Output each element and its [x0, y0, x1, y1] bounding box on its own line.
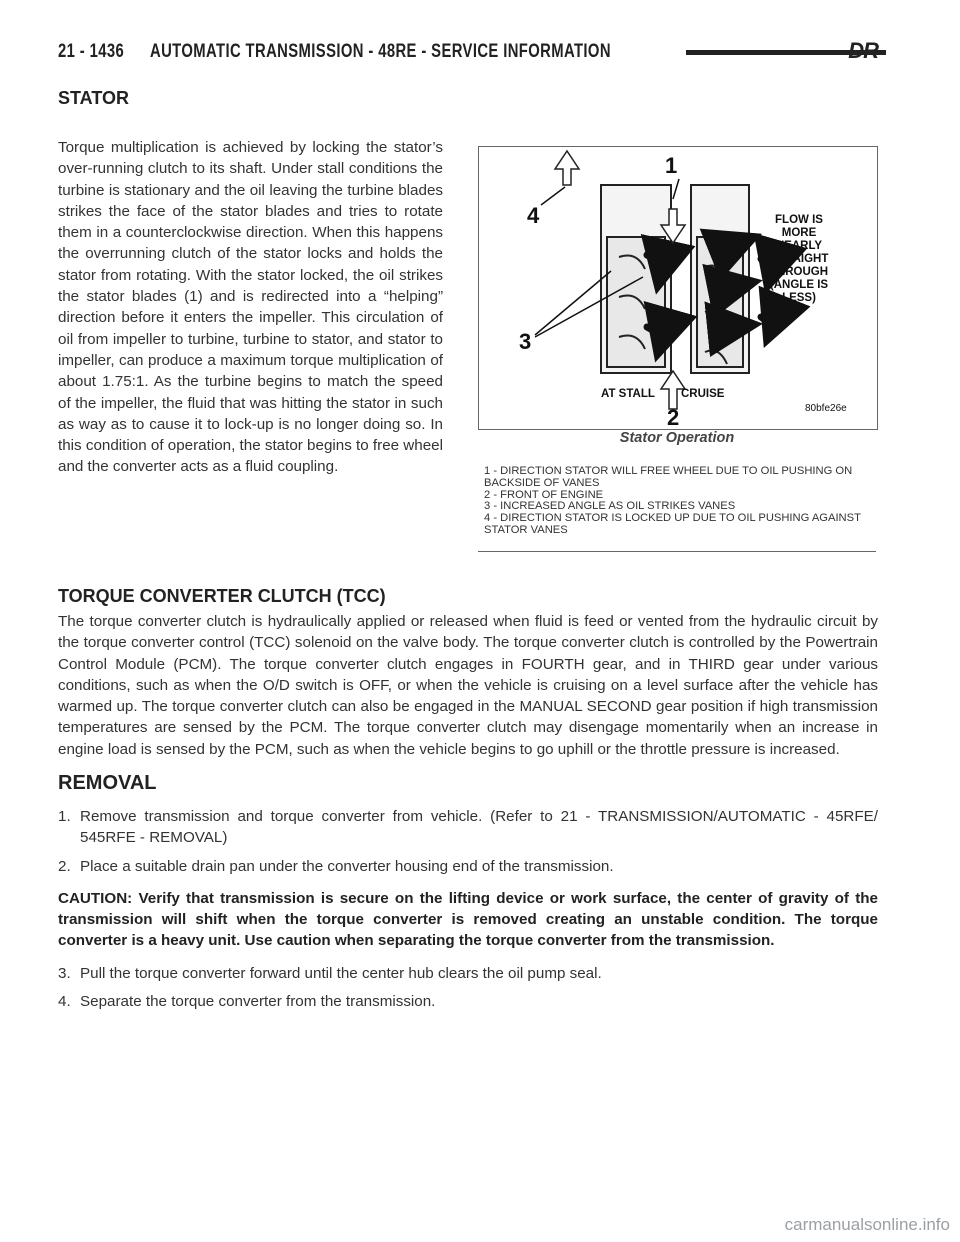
callout-3: 3	[519, 329, 532, 354]
step-text: Separate the torque converter from the transmission.	[80, 993, 436, 1011]
step-number: 2.	[58, 857, 71, 875]
step-text: Place a suitable drain pan under the converter housing end of the transmission.	[80, 857, 614, 875]
page-header	[58, 38, 878, 66]
locked-up-arrow	[555, 151, 579, 185]
step-1	[58, 806, 878, 849]
step-3	[58, 963, 878, 984]
flow-line-3: NEARLY	[775, 240, 823, 252]
legend-rule	[478, 551, 876, 552]
stator-body: Torque multiplication is achieved by locking the stator’s over-running clutch to its shaft. Under stall conditions the turbine is stationary and the oil leaving the turbine blades strikes the face of the stator blades and tries to rotate them in a counterclockwise direction. When this happens the overrunning clutch of the stator locks and holds the stator from rotating. With the stator locked, the oil strikes the stator blades (1) and is redirected into a “helping” direction before it enters the impeller. This circulation of oil from impeller to turbine, turbine to stator, and stator to impeller, can produce a maximum torque multiplication of about 1.75:1. As the turbine begins to match the speed of the impeller, the fluid that was hitting the stator in such as way as to cause it to lock-up is no longer doing so. In this condition of operation, the stator begins to free wheel and the converter acts as a fluid coupling.	[58, 139, 443, 476]
flow-line-7: LESS)	[782, 292, 816, 304]
page-number: 21 - 1436	[58, 41, 125, 62]
figure-id: 80bfe26e	[805, 403, 847, 414]
tcc-heading: TORQUE CONVERTER CLUTCH (TCC)	[58, 586, 386, 606]
removal-heading: REMOVAL	[58, 772, 157, 794]
at-stall-label: AT STALL	[601, 388, 655, 400]
step-text: Remove transmission and torque converter from vehicle. (Refer to 21 - TRANSMISSION/AUTOMATIC - 45RFE/ 545RFE - REMOVAL)	[80, 808, 878, 847]
step-text: Pull the torque converter forward until the center hub clears the oil pump seal.	[80, 964, 602, 982]
legend-item: 2 - FRONT OF ENGINE	[484, 488, 604, 501]
stator-operation-figure	[478, 146, 878, 430]
tcc-body: The torque converter clutch is hydraulically applied or released when fluid is feed or vented from the hydraulic circuit by the torque converter control (TCC) solenoid on the valve body. The torque converter clutch is controlled by the Powertrain Control Module (PCM). The torque converter clutch engages in FOURTH gear, and in THIRD gear under various conditions, such as when the O/D switch is OFF, or when the vehicle is cruising on a level surface after the vehicle has warmed up. The torque converter clutch can also be engaged in the MANUAL SECOND gear position if high transmission temperatures are sensed by the PCM. The torque converter clutch may disengage momentarily when an increase in engine load is sensed by the PCM, such as when the vehicle begins to go uphill or the throttle pressure is increased.	[58, 613, 878, 758]
flow-line-2: MORE	[781, 227, 817, 239]
step-4	[58, 991, 878, 1012]
step-number: 3.	[58, 964, 71, 982]
step-2	[58, 856, 878, 877]
flow-note	[770, 214, 829, 304]
flow-line-4: STRAIGHT	[769, 253, 829, 265]
cruise-column	[691, 185, 749, 373]
figure-caption: Stator Operation	[619, 430, 735, 446]
callout-1: 1	[665, 153, 678, 178]
stator-heading: STATOR	[58, 88, 129, 108]
removal-steps	[58, 806, 878, 1019]
figure-legend	[484, 466, 876, 537]
flow-line-5: THROUGH	[769, 266, 829, 278]
caution-note: CAUTION: Verify that transmission is secure on the lifting device or work surface, the center of gravity of the transmission will shift when the torque converter is removed creating an unstable condition. The torque converter is a heavy unit. Use caution when separating the torque converter from the transmission.	[58, 889, 878, 950]
callout-4: 4	[527, 203, 540, 228]
legend-item: 4 - DIRECTION STATOR IS LOCKED UP DUE TO OIL PUSHING AGAINST STATOR VANES	[484, 512, 861, 536]
section-title: AUTOMATIC TRANSMISSION - 48RE - SERVICE INFORMATION	[150, 41, 611, 62]
step-number: 1.	[58, 808, 71, 825]
model-tag: DR	[848, 38, 878, 63]
stator-diagram	[479, 147, 877, 429]
legend-item: 1 - DIRECTION STATOR WILL FREE WHEEL DUE TO OIL PUSHING ON BACKSIDE OF VANES	[484, 465, 853, 489]
cruise-label: CRUISE	[681, 388, 725, 400]
callout-2: 2	[667, 405, 680, 429]
flow-line-1: FLOW IS	[775, 214, 823, 226]
step-number: 4.	[58, 993, 71, 1011]
legend-item: 3 - INCREASED ANGLE AS OIL STRIKES VANES	[484, 500, 736, 513]
watermark: carmanualsonline.info	[784, 1215, 950, 1234]
flow-line-6: (ANGLE IS	[769, 279, 829, 291]
